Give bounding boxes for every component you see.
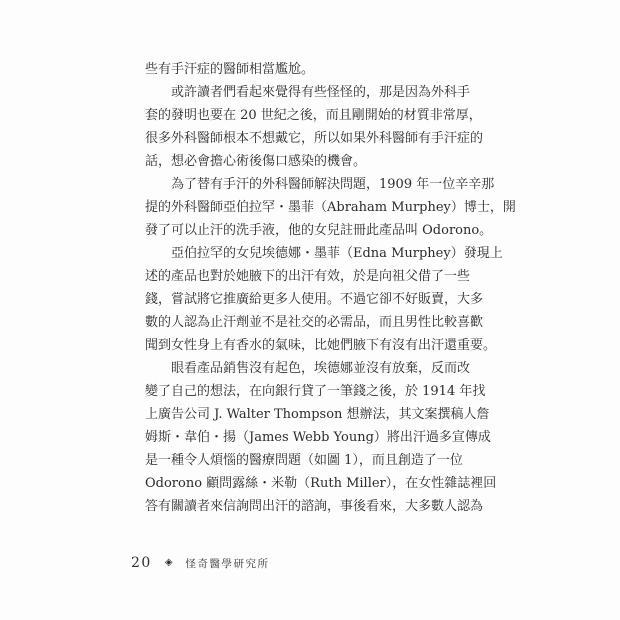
text-line: 話，想必會擔心術後傷口感染的機會。 xyxy=(145,154,367,169)
text-line: 或許讀者們看起來覺得有些怪怪的，那是因為外科手 xyxy=(171,85,471,100)
page-footer xyxy=(131,553,270,573)
text-line: 姆斯・韋伯・揚（James Webb Young）將出汗過多宣傳成 xyxy=(145,430,491,445)
text-line: 為了替有手汗的外科醫師解決問題，1909 年一位辛辛那 xyxy=(171,177,495,192)
text-line: 些有手汗症的醫師相當尷尬。 xyxy=(145,62,315,77)
text-line: 上廣告公司 J. Walter Thompson 想辦法，其文案撰稿人詹 xyxy=(145,407,490,422)
text-line: 答有關讀者來信詢問出汗的諮詢，事後看來，大多數人認為 xyxy=(145,499,484,514)
diamond-icon: ◈ xyxy=(164,557,173,568)
text-line: 套的發明也要在 20 世紀之後，而且剛開始的材質非常厚， xyxy=(145,108,482,123)
text-line: 眼看產品銷售沒有起色，埃德娜並沒有放棄，反而改 xyxy=(171,361,471,376)
text-line: 錢，嘗試將它推廣給更多人使用。不過它卻不好販賣，大多 xyxy=(145,292,484,307)
text-line: 變了自己的想法，在向銀行貸了一筆錢之後，於 1914 年找 xyxy=(145,384,486,399)
text-line: Odorono 顧問露絲・米勒（Ruth Miller），在女性雜誌裡回 xyxy=(145,476,497,491)
text-line: 是一種令人煩惱的醫療問題（如圖 1），而且創造了一位 xyxy=(145,453,463,468)
body-text xyxy=(145,58,516,518)
text-line: 提的外科醫師亞伯拉罕・墨菲（Abraham Murphey）博士，開 xyxy=(145,200,516,215)
text-line: 數的人認為止汗劑並不是社交的必需品，而且男性比較喜歡 xyxy=(145,315,484,330)
text-line: 發了可以止汗的洗手液，他的女兒註冊此產品叫 Odorono。 xyxy=(145,223,493,238)
page-number: 20 xyxy=(131,555,152,571)
text-line: 很多外科醫師根本不想戴它，所以如果外科醫師有手汗症的 xyxy=(145,131,484,146)
text-line: 聞到女性身上有香水的氣味，比她們腋下有沒有出汗還重要。 xyxy=(145,338,497,353)
running-title: 怪奇醫學研究所 xyxy=(185,557,270,570)
text-line: 述的產品也對於她腋下的出汗有效，於是向祖父借了一些 xyxy=(145,269,471,284)
text-line: 亞伯拉罕的女兒埃德娜・墨菲（Edna Murphey）發現上 xyxy=(171,246,503,261)
